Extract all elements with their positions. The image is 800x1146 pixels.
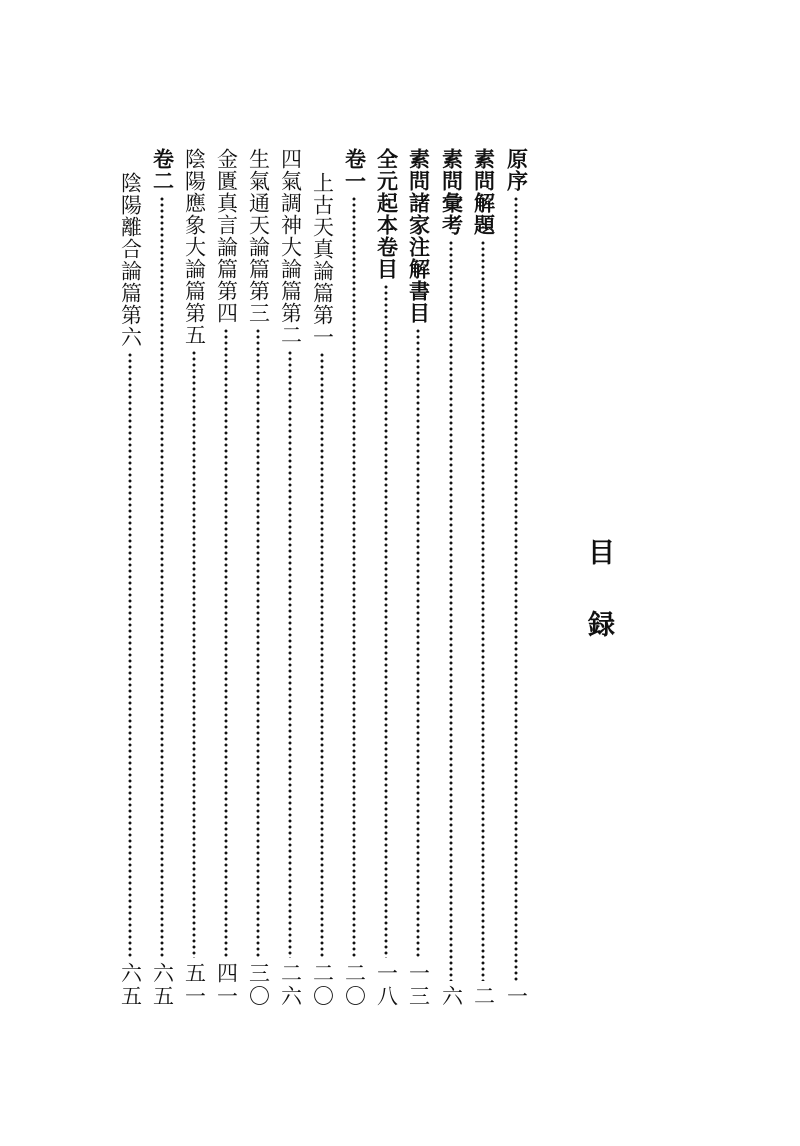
dot-leader — [288, 350, 292, 958]
toc-entry-title: 原序 — [504, 148, 529, 192]
toc-entry-title: 卷二 — [150, 148, 175, 192]
toc-entry[interactable] — [275, 148, 305, 1008]
toc-entry[interactable] — [436, 148, 466, 1008]
toc-entry[interactable] — [403, 148, 433, 1008]
toc-entry[interactable] — [468, 148, 498, 1008]
toc-entry-title: 四氣調神大論篇第二 — [278, 148, 303, 346]
toc-entry-title: 全元起本卷目 — [374, 148, 399, 280]
dot-leader — [256, 328, 260, 958]
dot-leader — [192, 350, 196, 958]
toc-entry-page: 四一 — [214, 962, 239, 1008]
dot-leader — [352, 196, 356, 958]
page-title: 目 録 — [583, 538, 614, 656]
toc-entry-page: 六 — [439, 985, 464, 1008]
dot-leader — [384, 284, 388, 958]
toc-entry-page: 二〇 — [342, 962, 367, 1008]
toc-entry-page: 二 — [471, 985, 496, 1008]
toc-entry-page: 二〇 — [310, 962, 335, 1008]
toc-entry-title: 素問諸家注解書目 — [406, 148, 431, 324]
toc-entry-title: 卷一 — [342, 148, 367, 192]
toc-entry-title: 金匱真言論篇第四 — [214, 148, 239, 324]
dot-leader — [481, 240, 485, 981]
toc-entry[interactable] — [371, 148, 401, 1008]
toc-entry-title: 上古天真論篇第一 — [310, 172, 335, 348]
toc-entry-title: 生氣通天論篇第三 — [246, 148, 271, 324]
dot-leader — [416, 328, 420, 958]
toc-entry-page: 一 — [504, 985, 529, 1008]
toc-entry[interactable] — [211, 148, 241, 1008]
toc-entry[interactable] — [243, 148, 273, 1008]
toc-entry-page: 一三 — [406, 962, 431, 1008]
toc-entry[interactable] — [179, 148, 209, 1008]
toc-entry-title: 素問彙考 — [439, 148, 464, 236]
toc-entry-page: 二六 — [278, 962, 303, 1008]
toc-entry-title: 素問解題 — [471, 148, 496, 236]
toc-entry[interactable] — [147, 148, 177, 1008]
dot-leader — [160, 196, 164, 958]
toc-entry-page: 五一 — [182, 962, 207, 1008]
toc-entry-page: 三〇 — [246, 962, 271, 1008]
toc-entry[interactable] — [501, 148, 531, 1008]
toc-entry-page: 一八 — [374, 962, 399, 1008]
toc-entry[interactable] — [339, 148, 369, 1008]
toc-entry-page: 六五 — [150, 962, 175, 1008]
dot-leader — [320, 352, 324, 958]
dot-leader — [449, 240, 453, 981]
toc-entry-title: 陰陽離合論篇第六 — [118, 172, 143, 348]
toc-entry-page: 六五 — [118, 962, 143, 1008]
toc-entry[interactable] — [307, 172, 337, 1008]
dot-leader — [128, 352, 132, 958]
dot-leader — [514, 196, 518, 981]
toc-entry[interactable] — [115, 172, 145, 1008]
toc-entry-title: 陰陽應象大論篇第五 — [182, 148, 207, 346]
dot-leader — [224, 328, 228, 958]
